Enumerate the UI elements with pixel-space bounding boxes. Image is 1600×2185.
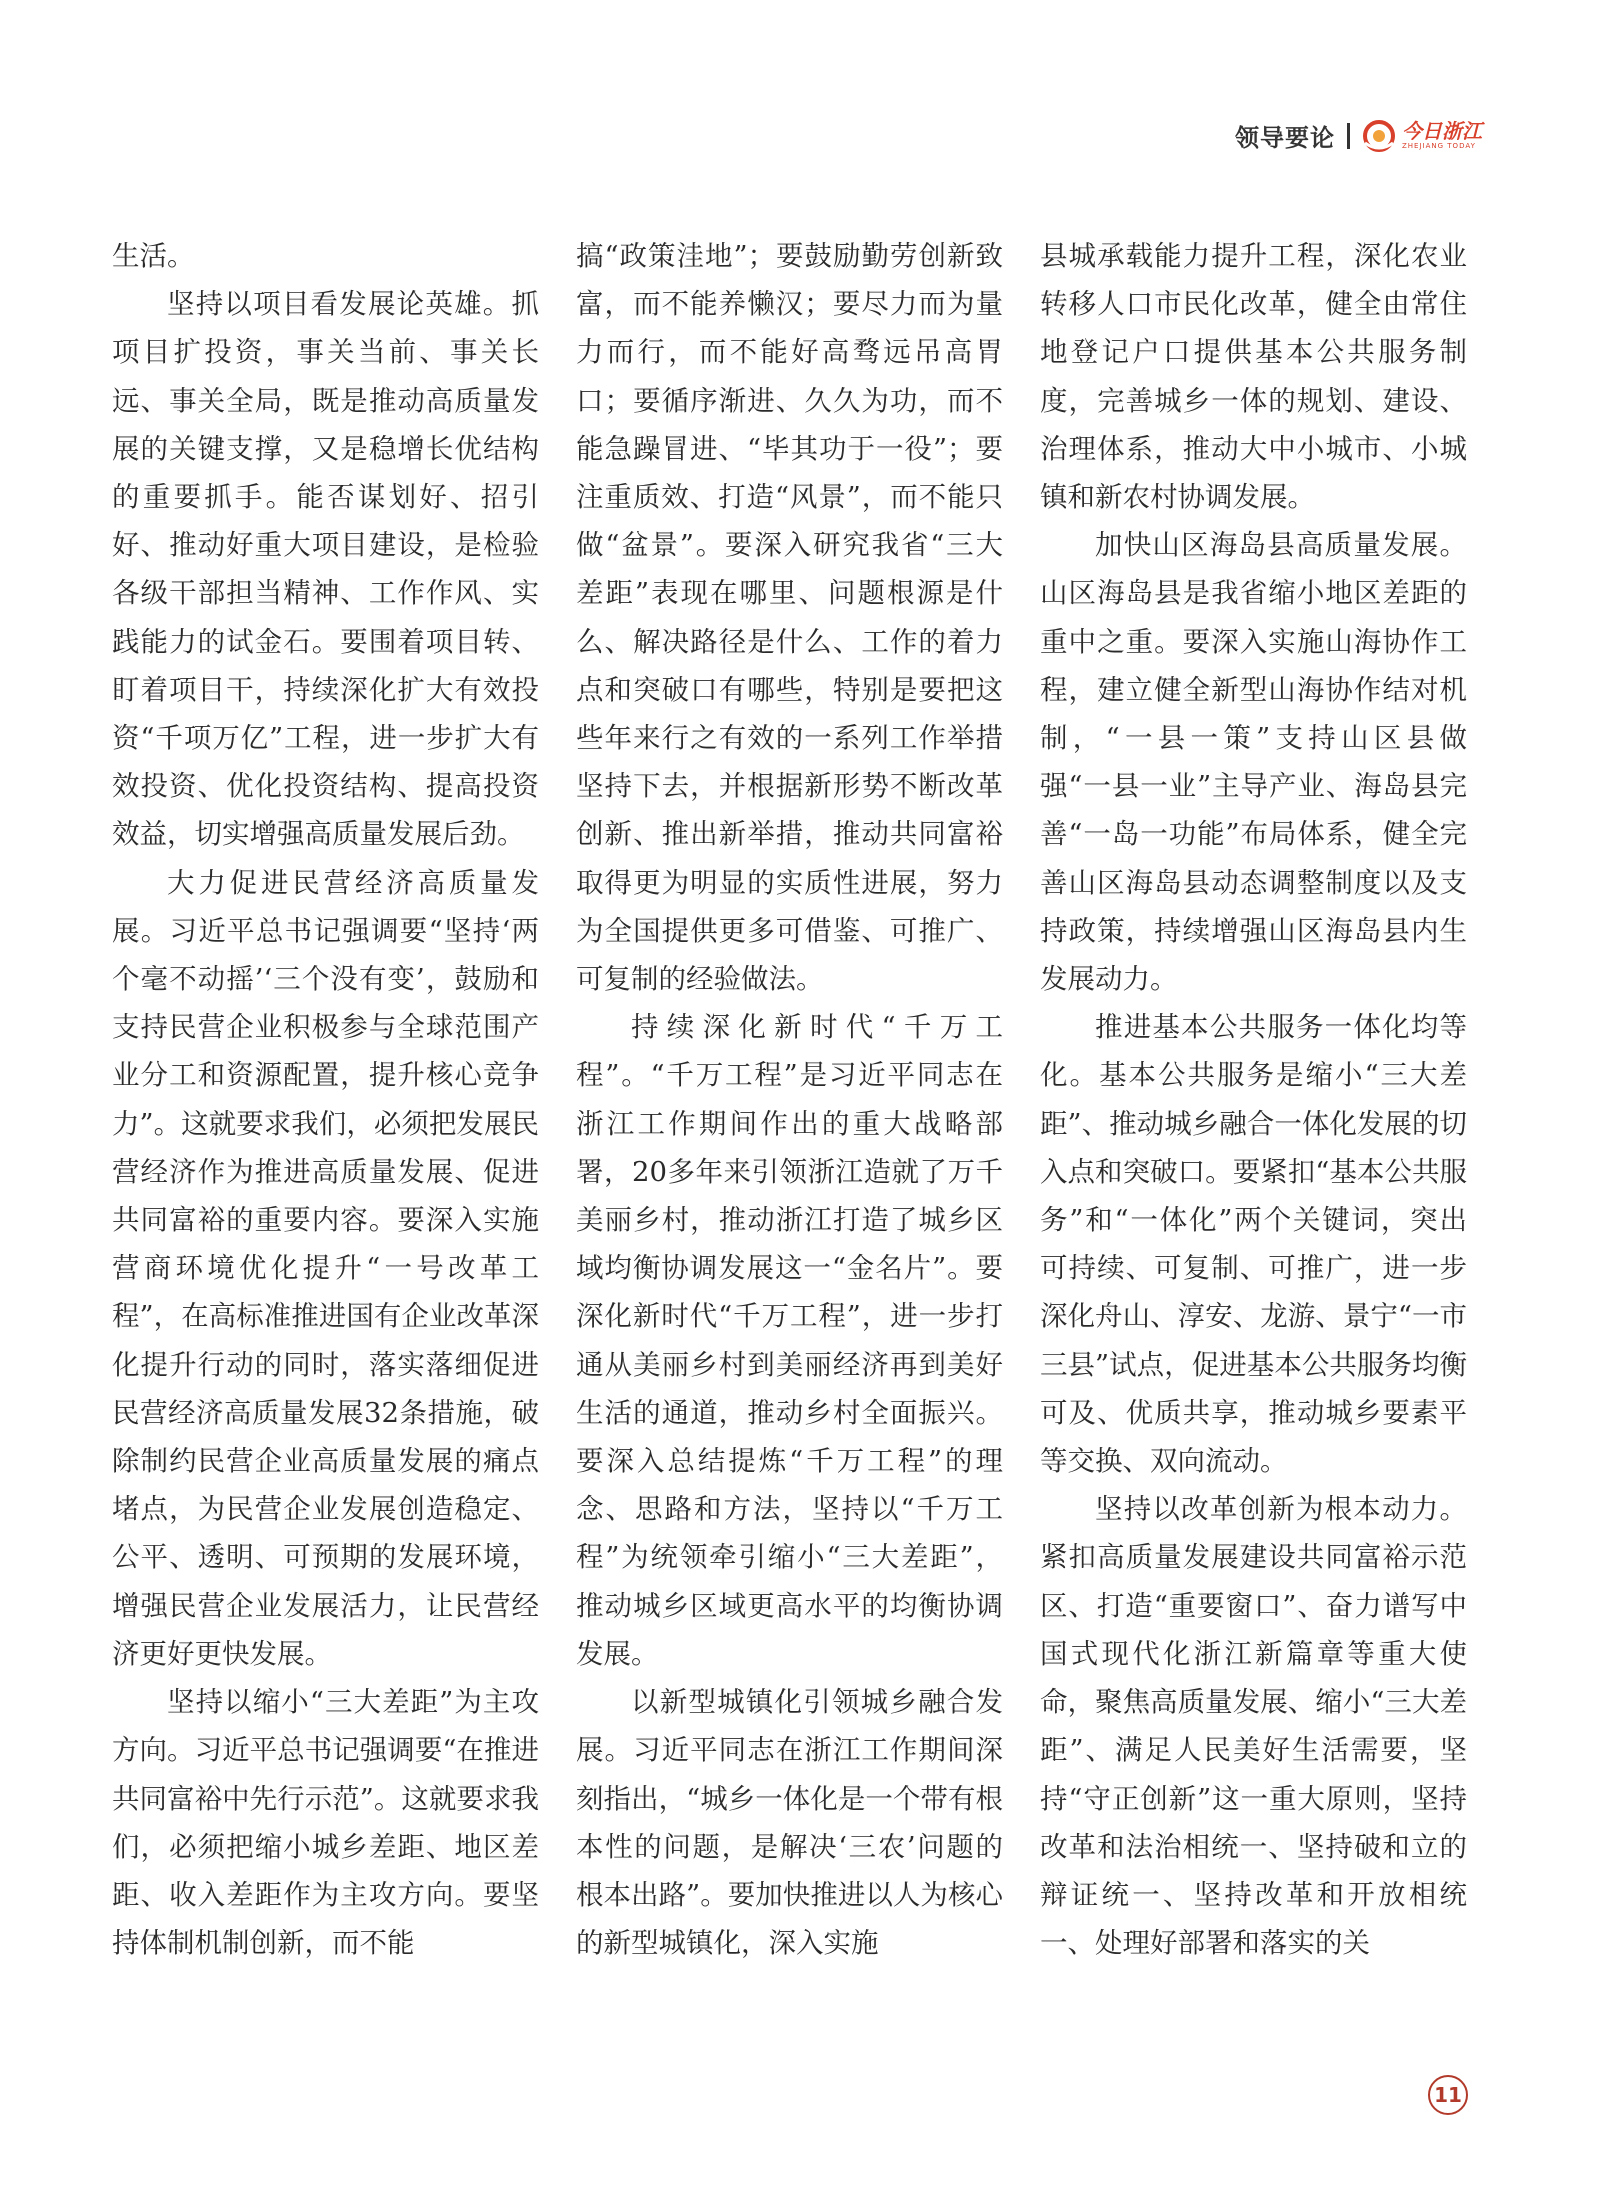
column-3 <box>1040 232 1467 1982</box>
paragraph: 以新型城镇化引领城乡融合发展。习近平同志在浙江工作期间深刻指出，“城乡一体化是一个带有根本性的问题，是解决‘三农’问题的根本出路”。要加快推进以人为核心的新型城镇化，深入实施 <box>576 1686 1003 1960</box>
paragraph: 生活。 <box>112 240 195 272</box>
paragraph: 坚持以改革创新为根本动力。紧扣高质量发展建设共同富裕示范区、打造“重要窗口”、奋力谱写中国式现代化浙江新篇章等重大使命，聚焦高质量发展、缩小“三大差距”、满足人民美好生活需要，坚持“守正创新”这一重大原则，坚持改革和法治相统一、坚持破和立的辩证统一、坚持改革和开放相统一、处理好部署和落实的关 <box>1040 1493 1467 1960</box>
paragraph: 大力促进民营经济高质量发展。习近平总书记强调要“坚持‘两个毫不动摇’‘三个没有变’，鼓励和支持民营企业积极参与全球范围产业分工和资源配置，提升核心竞争力”。这就要求我们，必须把发展民营经济作为推进高质量发展、促进共同富裕的重要内容。要深入实施营商环境优化提升“一号改革工程”，在高标准推进国有企业改革深化提升行动的同时，落实落细促进民营经济高质量发展32条措施，破除制约民营企业高质量发展的痛点堵点，为民营企业发展创造稳定、公平、透明、可预期的发展环境，增强民营企业发展活力，让民营经济更好更快发展。 <box>112 866 539 1670</box>
page-header <box>1235 118 1482 153</box>
paragraph: 持续深化新时代“千万工程”。“千万工程”是习近平同志在浙江工作期间作出的重大战略部署，20多年来引领浙江造就了万千美丽乡村，推动浙江打造了城乡区域均衡协调发展这一“金名片”。要深化新时代“千万工程”，进一步打通从美丽乡村到美丽经济再到美好生活的通道，推动乡村全面振兴。要深入总结提炼“千万工程”的理念、思路和方法，坚持以“千万工程”为统领牵引缩小“三大差距”，推动城乡区域更高水平的均衡协调发展。 <box>576 1011 1003 1670</box>
paragraph: 加快山区海岛县高质量发展。山区海岛县是我省缩小地区差距的重中之重。要深入实施山海协作工程，建立健全新型山海协作结对机制，“一县一策”支持山区县做强“一县一业”主导产业、海岛县完善“一岛一功能”布局体系，健全完善山区海岛县动态调整制度以及支持政策，持续增强山区海岛县内生发展动力。 <box>1040 529 1467 996</box>
paragraph: 推进基本公共服务一体化均等化。基本公共服务是缩小“三大差距”、推动城乡融合一体化发展的切入点和突破口。要紧扣“基本公共服务”和“一体化”两个关键词，突出可持续、可复制、可推广，进一步深化舟山、淳安、龙游、景宁“一市三县”试点，促进基本公共服务均衡可及、优质共享，推动城乡要素平等交换、双向流动。 <box>1040 1011 1467 1478</box>
column-2 <box>576 232 1003 1982</box>
page-number: 11 <box>1428 2075 1468 2115</box>
section-label: 领导要论 <box>1235 124 1335 152</box>
logo-title: 今日浙江 <box>1402 119 1482 143</box>
paragraph: 坚持以缩小“三大差距”为主攻方向。习近平总书记强调要“在推进共同富裕中先行示范”。这就要求我们，必须把缩小城乡差距、地区差距、收入差距作为主攻方向。要坚持体制机制创新，而不能 <box>112 1686 539 1960</box>
logo-subtitle: ZHEJIANG TODAY <box>1402 142 1476 150</box>
paragraph: 搞“政策洼地”；要鼓励勤劳创新致富，而不能养懒汉；要尽力而为量力而行，而不能好高骛远吊高胃口；要循序渐进、久久为功，而不能急躁冒进、“毕其功于一役”；要注重质效、打造“风景”，而不能只做“盆景”。要深入研究我省“三大差距”表现在哪里、问题根源是什么、解决路径是什么、工作的着力点和突破口有哪些，特别是要把这些年来行之有效的一系列工作举措坚持下去，并根据新形势不断改革创新、推出新举措，推动共同富裕取得更为明显的实质性进展，努力为全国提供更多可借鉴、可推广、可复制的经验做法。 <box>576 240 1003 996</box>
sun-logo-icon <box>1362 119 1396 153</box>
logo-text <box>1402 121 1482 150</box>
paragraph: 坚持以项目看发展论英雄。抓项目扩投资，事关当前、事关长远、事关全局，既是推动高质量发展的关键支撑，又是稳增长优结构的重要抓手。能否谋划好、招引好、推动好重大项目建设，是检验各级干部担当精神、工作作风、实践能力的试金石。要围着项目转、盯着项目干，持续深化扩大有效投资“千项万亿”工程，进一步扩大有效投资、优化投资结构、提高投资效益，切实增强高质量发展后劲。 <box>112 288 539 851</box>
article-body <box>112 232 1467 1982</box>
magazine-logo <box>1362 119 1482 153</box>
header-divider <box>1347 123 1350 149</box>
paragraph: 县城承载能力提升工程，深化农业转移人口市民化改革，健全由常住地登记户口提供基本公共服务制度，完善城乡一体的规划、建设、治理体系，推动大中小城市、小城镇和新农村协调发展。 <box>1040 240 1467 514</box>
column-1 <box>112 232 539 1982</box>
